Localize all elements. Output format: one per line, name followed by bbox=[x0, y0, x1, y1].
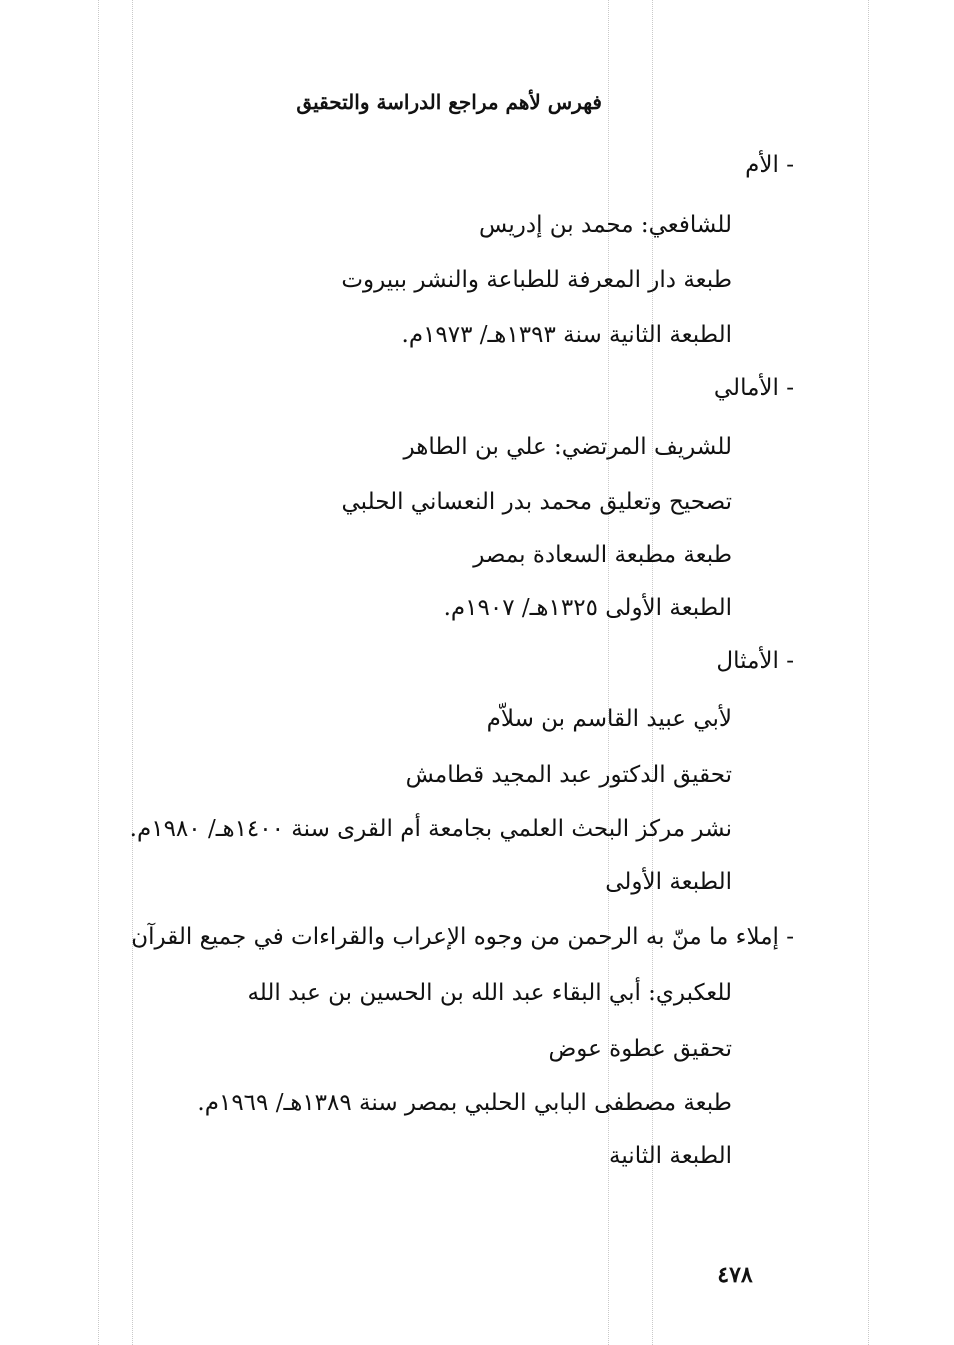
entry-heading: - إملاء ما منّ به الرحمن من وجوه الإعراب والقراءات في جميع القرآن bbox=[131, 924, 794, 950]
entry-line: طبعة مصطفى البابي الحلبي بمصر سنة ١٣٨٩هـ/ ١٩٦٩م. bbox=[197, 1090, 732, 1116]
scan-guide-line bbox=[98, 0, 99, 1345]
entry-line: الطبعة الثانية سنة ١٣٩٣هـ/ ١٩٧٣م. bbox=[401, 322, 732, 348]
entry-line: الطبعة الأولى ١٣٢٥هـ/ ١٩٠٧م. bbox=[443, 595, 732, 621]
entry-line: الطبعة الأولى bbox=[605, 869, 732, 895]
entry-line: لأبي عبيد القاسم بن سلاّم bbox=[486, 706, 732, 732]
entry-heading: - الأمثال bbox=[716, 648, 794, 674]
entry-line: تحقيق الدكتور عبد المجيد قطامش bbox=[405, 762, 732, 788]
entry-line: للشريف المرتضي: علي بن الطاهر bbox=[403, 434, 732, 460]
entry-line: طبعة دار المعرفة للطباعة والنشر ببيروت bbox=[341, 267, 732, 293]
entry-line: نشر مركز البحث العلمي بجامعة أم القرى سنة ١٤٠٠هـ/ ١٩٨٠م. bbox=[129, 816, 732, 842]
entry-heading: - الأمالي bbox=[713, 375, 794, 401]
page-number: ٤٧٨ bbox=[717, 1262, 753, 1288]
entry-line: تحقيق عطوة عوض bbox=[548, 1036, 732, 1062]
entry-line: للعكبري: أبي البقاء عبد الله بن الحسين بن عبد الله bbox=[247, 980, 732, 1006]
entry-line: طبعة مطبعة السعادة بمصر bbox=[473, 542, 732, 568]
scan-guide-line bbox=[868, 0, 869, 1345]
page-title: فهرس لأهم مراجع الدراسة والتحقيق bbox=[296, 90, 602, 114]
entry-line: الطبعة الثانية bbox=[609, 1143, 732, 1169]
scan-guide-line bbox=[132, 0, 133, 1345]
entry-line: للشافعي: محمد بن إدريس bbox=[479, 212, 732, 238]
entry-heading: - الأم bbox=[745, 152, 794, 178]
entry-line: تصحيح وتعليق محمد بدر النعساني الحلبي bbox=[341, 489, 732, 515]
